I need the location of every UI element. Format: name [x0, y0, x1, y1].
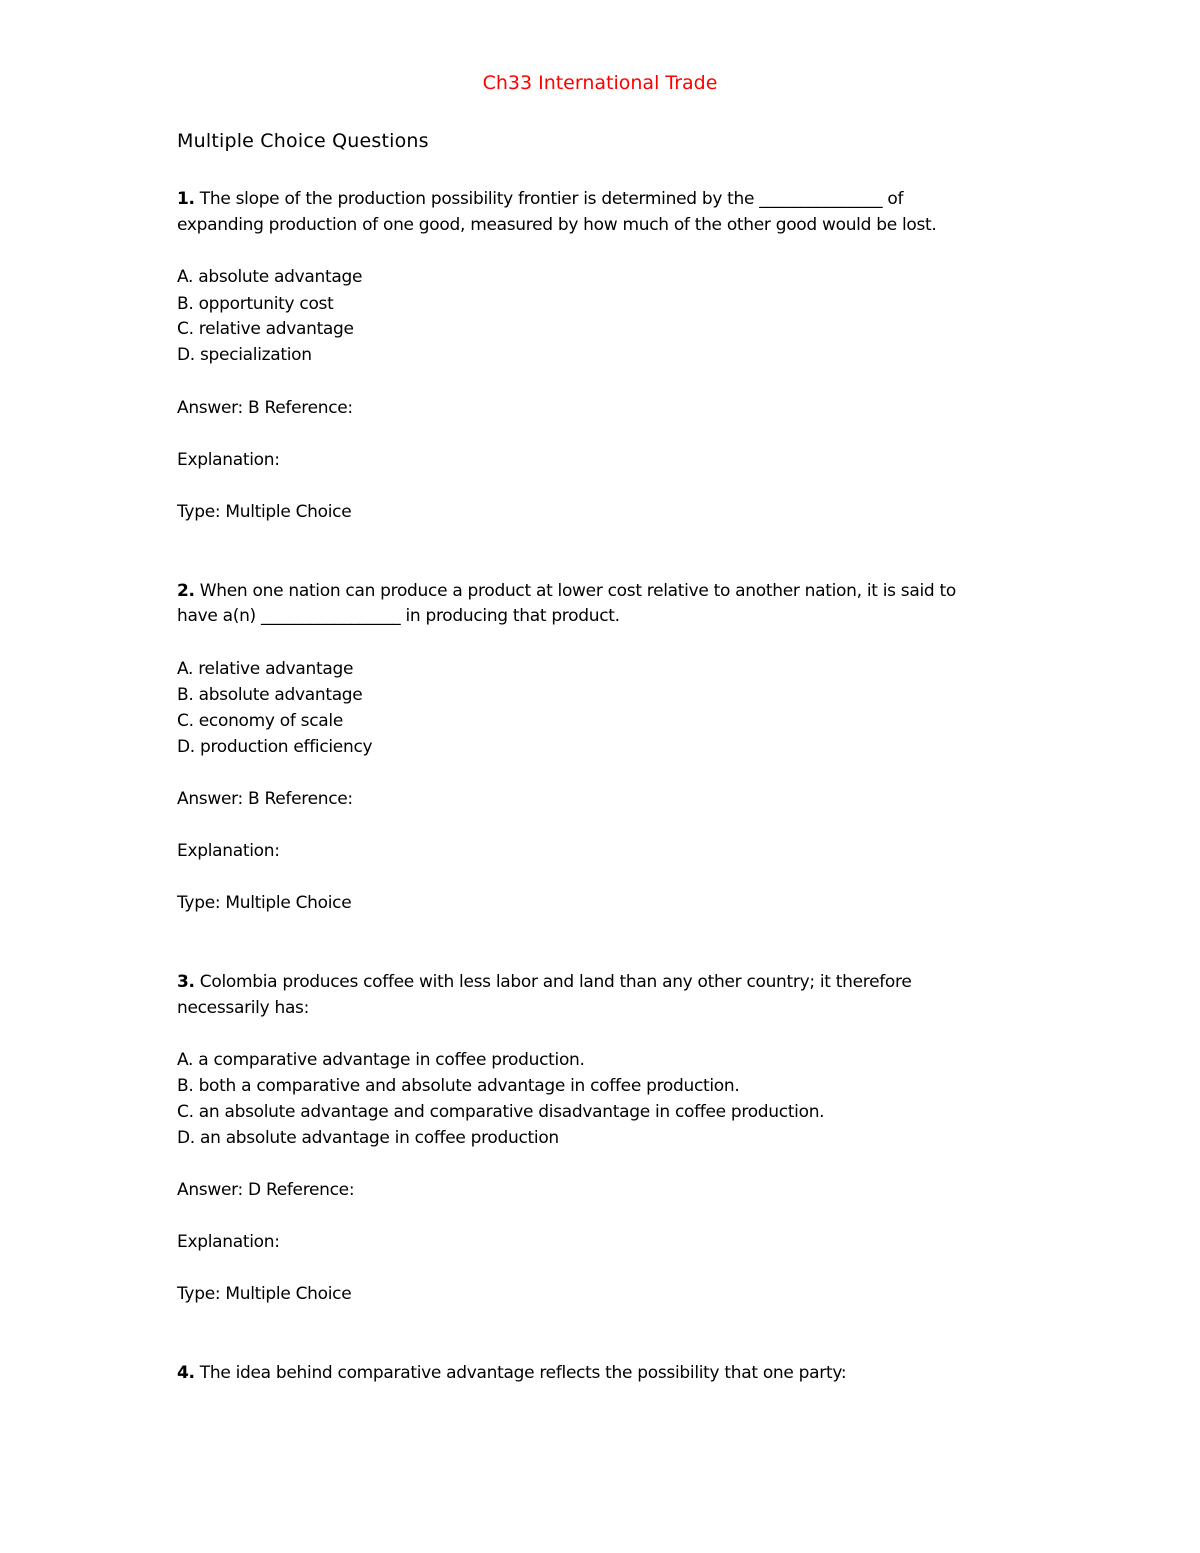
- question-3-answer: Answer: D Reference:: [177, 1180, 355, 1200]
- question-2-option-b: B. absolute advantage: [177, 685, 363, 705]
- question-3-option-c: C. an absolute advantage and comparative disadvantage in coffee production.: [177, 1102, 825, 1122]
- question-1-number: 1.: [177, 189, 195, 209]
- question-1-answer: Answer: B Reference:: [177, 398, 353, 418]
- question-3-explanation: Explanation:: [177, 1232, 280, 1252]
- question-3-option-a: A. a comparative advantage in coffee production.: [177, 1050, 585, 1070]
- question-4-stem-text-1: The idea behind comparative advantage reflects the possibility that one party:: [194, 1363, 847, 1383]
- question-2-type: Type: Multiple Choice: [177, 893, 352, 913]
- question-1-option-a: A. absolute advantage: [177, 267, 363, 287]
- question-3-stem-text-1: Colombia produces coffee with less labor and land than any other country; it therefore: [194, 972, 912, 992]
- document-title: Ch33 International Trade: [482, 72, 718, 94]
- question-2-option-a: A. relative advantage: [177, 659, 354, 679]
- question-4-number: 4.: [177, 1363, 195, 1383]
- question-2-stem-line-1: [177, 578, 956, 604]
- question-3-option-b: B. both a comparative and absolute advantage in coffee production.: [177, 1076, 740, 1096]
- question-1-explanation: Explanation:: [177, 450, 280, 470]
- question-2-option-c: C. economy of scale: [177, 711, 343, 731]
- question-2-stem-line-2: have a(n) _________________ in producing that product.: [177, 606, 620, 626]
- question-2-number: 2.: [177, 581, 195, 601]
- question-2-explanation: Explanation:: [177, 841, 280, 861]
- question-1-stem-line-2: expanding production of one good, measured by how much of the other good would be lost.: [177, 215, 937, 235]
- question-3-type: Type: Multiple Choice: [177, 1284, 352, 1304]
- question-2-option-d: D. production efficiency: [177, 737, 373, 757]
- question-1-option-b: B. opportunity cost: [177, 294, 334, 314]
- question-1-stem-line-1: [177, 186, 903, 212]
- question-2-stem-text-1: When one nation can produce a product at lower cost relative to another nation, it is said to: [194, 581, 956, 601]
- section-heading: Multiple Choice Questions: [177, 130, 429, 152]
- question-3-stem-line-2: necessarily has:: [177, 998, 310, 1018]
- question-1-option-d: D. specialization: [177, 345, 312, 365]
- question-3-option-d: D. an absolute advantage in coffee production: [177, 1128, 559, 1148]
- question-3-number: 3.: [177, 972, 195, 992]
- question-1-option-c: C. relative advantage: [177, 319, 354, 339]
- question-2-answer: Answer: B Reference:: [177, 789, 353, 809]
- question-3-stem-line-1: [177, 969, 912, 995]
- question-1-stem-text-1: The slope of the production possibility frontier is determined by the _______________ of: [194, 189, 904, 209]
- question-4-stem-line-1: [177, 1360, 846, 1386]
- question-1-type: Type: Multiple Choice: [177, 502, 352, 522]
